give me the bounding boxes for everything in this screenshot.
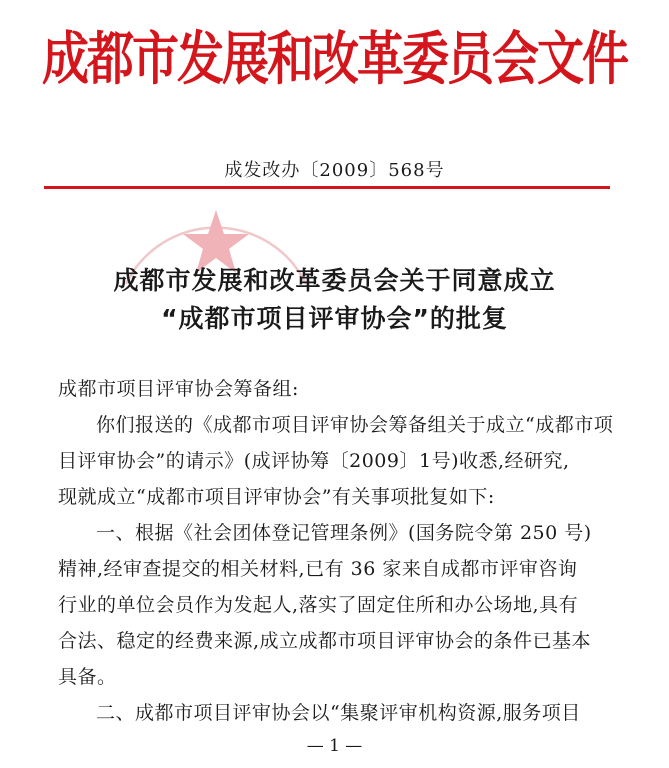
document-title-line-1: 成都市发展和改革委员会关于同意成立 bbox=[113, 266, 556, 295]
page-number: — 1 — bbox=[306, 736, 363, 756]
body-line: 合法、稳定的经费来源,成立成都市项目评审协会的条件已基本 bbox=[58, 630, 592, 652]
document-number: 成发改办〔2009〕568号 bbox=[224, 160, 445, 181]
body-line: 你们报送的《成都市项目评审协会筹备组关于成立“成都市项 bbox=[96, 414, 614, 436]
body-line: 行业的单位会员作为发起人,落实了固定住所和办公场地,具有 bbox=[58, 594, 579, 616]
addressee: 成都市项目评审协会筹备组: bbox=[58, 378, 299, 400]
document-header-title: 成都市发展和改革委员会文件 bbox=[42, 26, 627, 94]
body-line: 精神,经审查提交的相关材料,已有 36 家来自成都市评审咨询 bbox=[58, 558, 578, 580]
document-title-line-2: “成都市项目评审协会”的批复 bbox=[161, 304, 508, 333]
body-line: 具备。 bbox=[58, 666, 117, 688]
body-line: 二、成都市项目评审协会以“集聚评审机构资源,服务项目 bbox=[96, 702, 581, 724]
body-line: 现就成立“成都市项目评审协会”有关事项批复如下: bbox=[58, 486, 495, 508]
body-line: 一、根据《社会团体登记管理条例》(国务院令第 250 号) bbox=[96, 522, 592, 544]
body-line: 目评审协会”的请示》(成评协筹〔2009〕1号)收悉,经研究, bbox=[58, 450, 570, 472]
